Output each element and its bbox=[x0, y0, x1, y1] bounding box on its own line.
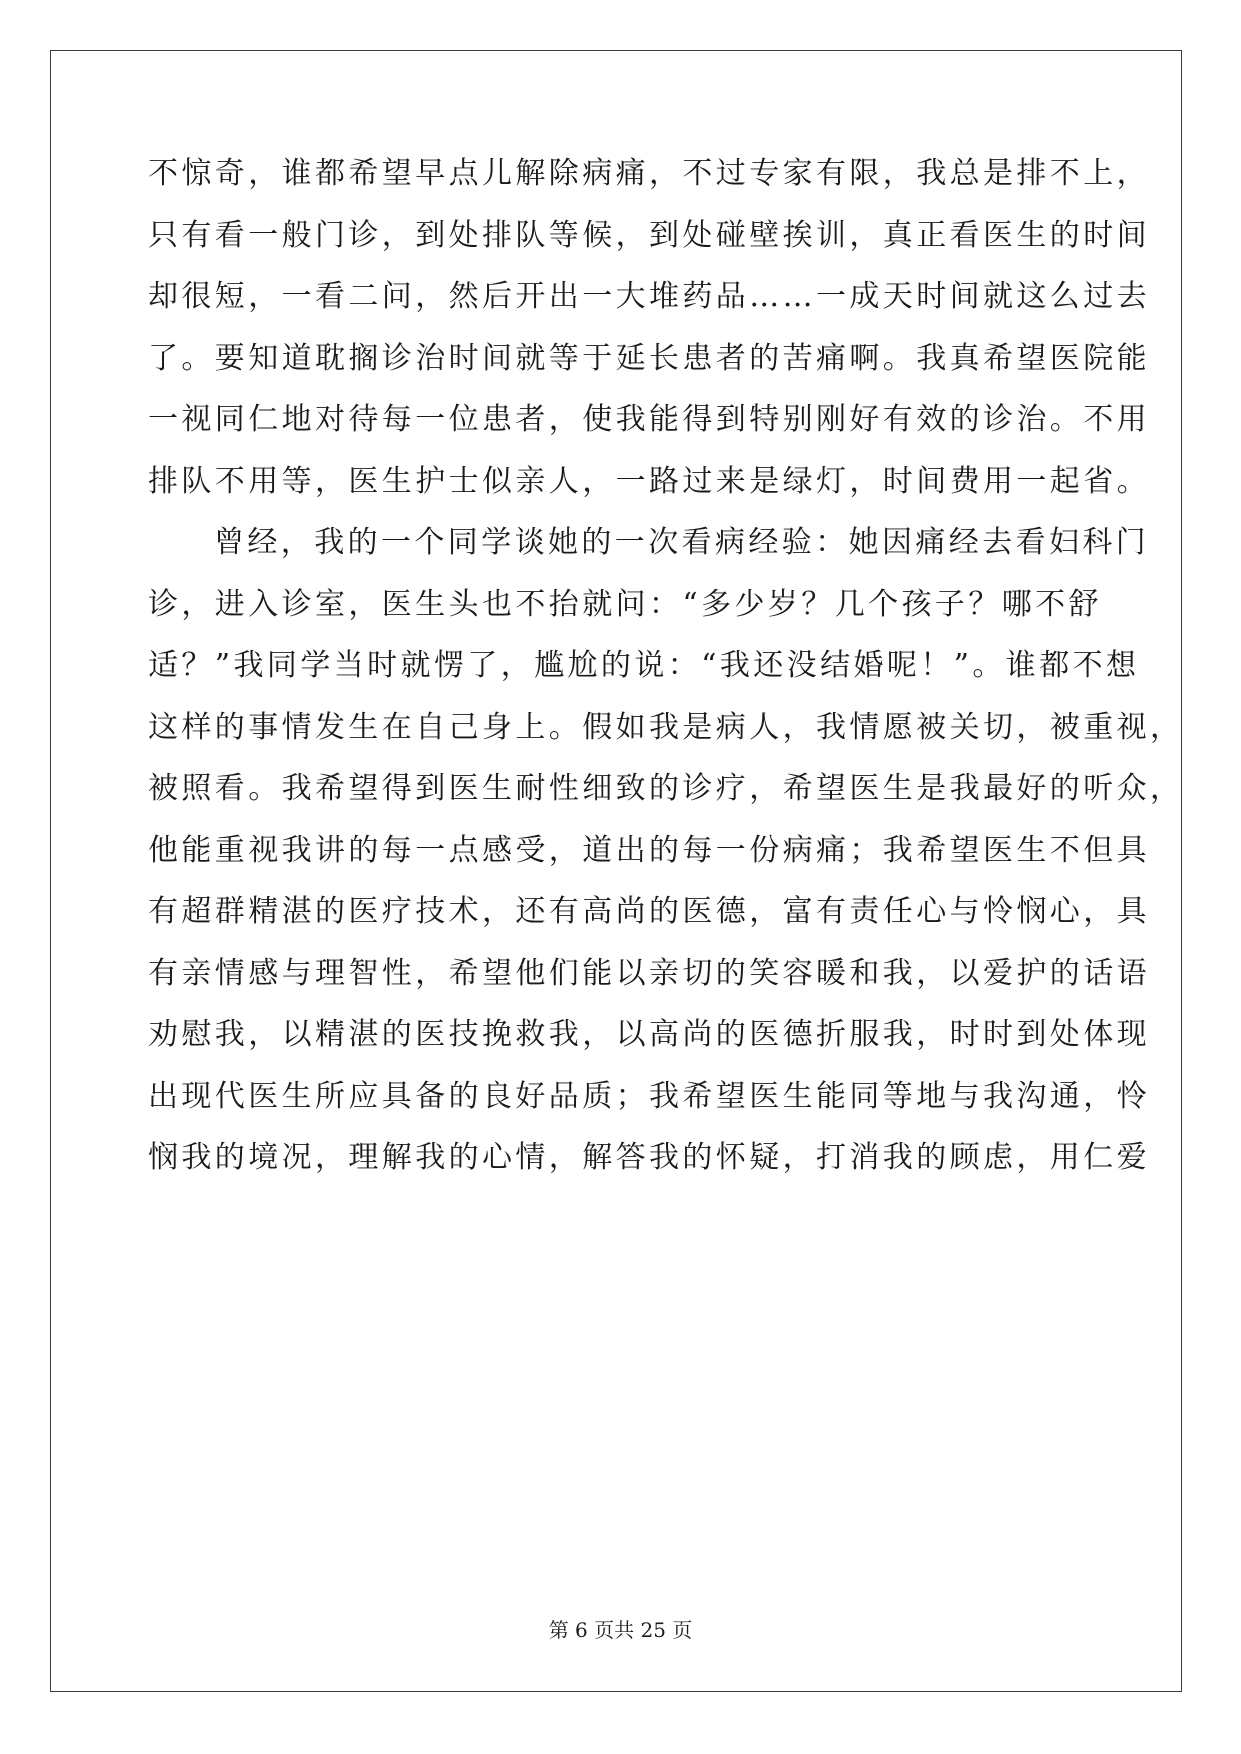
text-line: 曾经，我的一个同学谈她的一次看病经验：她因痛经去看妇科门 bbox=[214, 525, 1150, 560]
document-body bbox=[148, 153, 1184, 1199]
text-line: 出现代医生所应具备的良好品质；我希望医生能同等地与我沟通，怜 bbox=[148, 1078, 1150, 1114]
text-line: 了。要知道耽搁诊治时间就等于延长患者的苦痛啊。我真希望医院能 bbox=[148, 340, 1150, 376]
page-number: 第 6 页 bbox=[548, 1618, 615, 1642]
text-line: 他能重视我讲的每一点感受，道出的每一份病痛；我希望医生不但具 bbox=[148, 832, 1150, 868]
text-line: 却很短，一看二问，然后开出一大堆药品……一成天时间就这么过去 bbox=[148, 279, 1150, 314]
text-line: 诊，进入诊室，医生头也不抬就问：“多少岁？几个孩子？哪不舒 bbox=[148, 586, 1102, 622]
text-line: 被照看。我希望得到医生耐性细致的诊疗，希望医生是我最好的听众， bbox=[148, 771, 1184, 806]
text-line: 适？”我同学当时就愣了，尴尬的说：“我还没结婚呢！”。谁都不想 bbox=[148, 648, 1140, 683]
text-line: 排队不用等，医生护士似亲人，一路过来是绿灯，时间费用一起省。 bbox=[148, 463, 1150, 499]
text-line: 有亲情感与理智性，希望他们能以亲切的笑容暖和我，以爱护的话语 bbox=[148, 955, 1150, 991]
page-total: 共 25 页 bbox=[614, 1618, 693, 1642]
text-line: 劝慰我，以精湛的医技挽救我，以高尚的医德折服我，时时到处体现 bbox=[148, 1017, 1150, 1052]
text-line: 只有看一般门诊，到处排队等候，到处碰壁挨训，真正看医生的时间 bbox=[148, 217, 1150, 253]
text-line: 这样的事情发生在自己身上。假如我是病人，我情愿被关切，被重视， bbox=[148, 709, 1184, 745]
text-line: 不惊奇，谁都希望早点儿解除病痛，不过专家有限，我总是排不上， bbox=[148, 156, 1150, 191]
text-line: 有超群精湛的医疗技术，还有高尚的医德，富有责任心与怜悯心，具 bbox=[148, 894, 1150, 929]
text-line: 悯我的境况，理解我的心情，解答我的怀疑，打消我的顾虑，用仁爱 bbox=[148, 1140, 1150, 1175]
page-footer bbox=[0, 1614, 1241, 1643]
text-line: 一视同仁地对待每一位患者，使我能得到特别刚好有效的诊治。不用 bbox=[148, 402, 1150, 437]
